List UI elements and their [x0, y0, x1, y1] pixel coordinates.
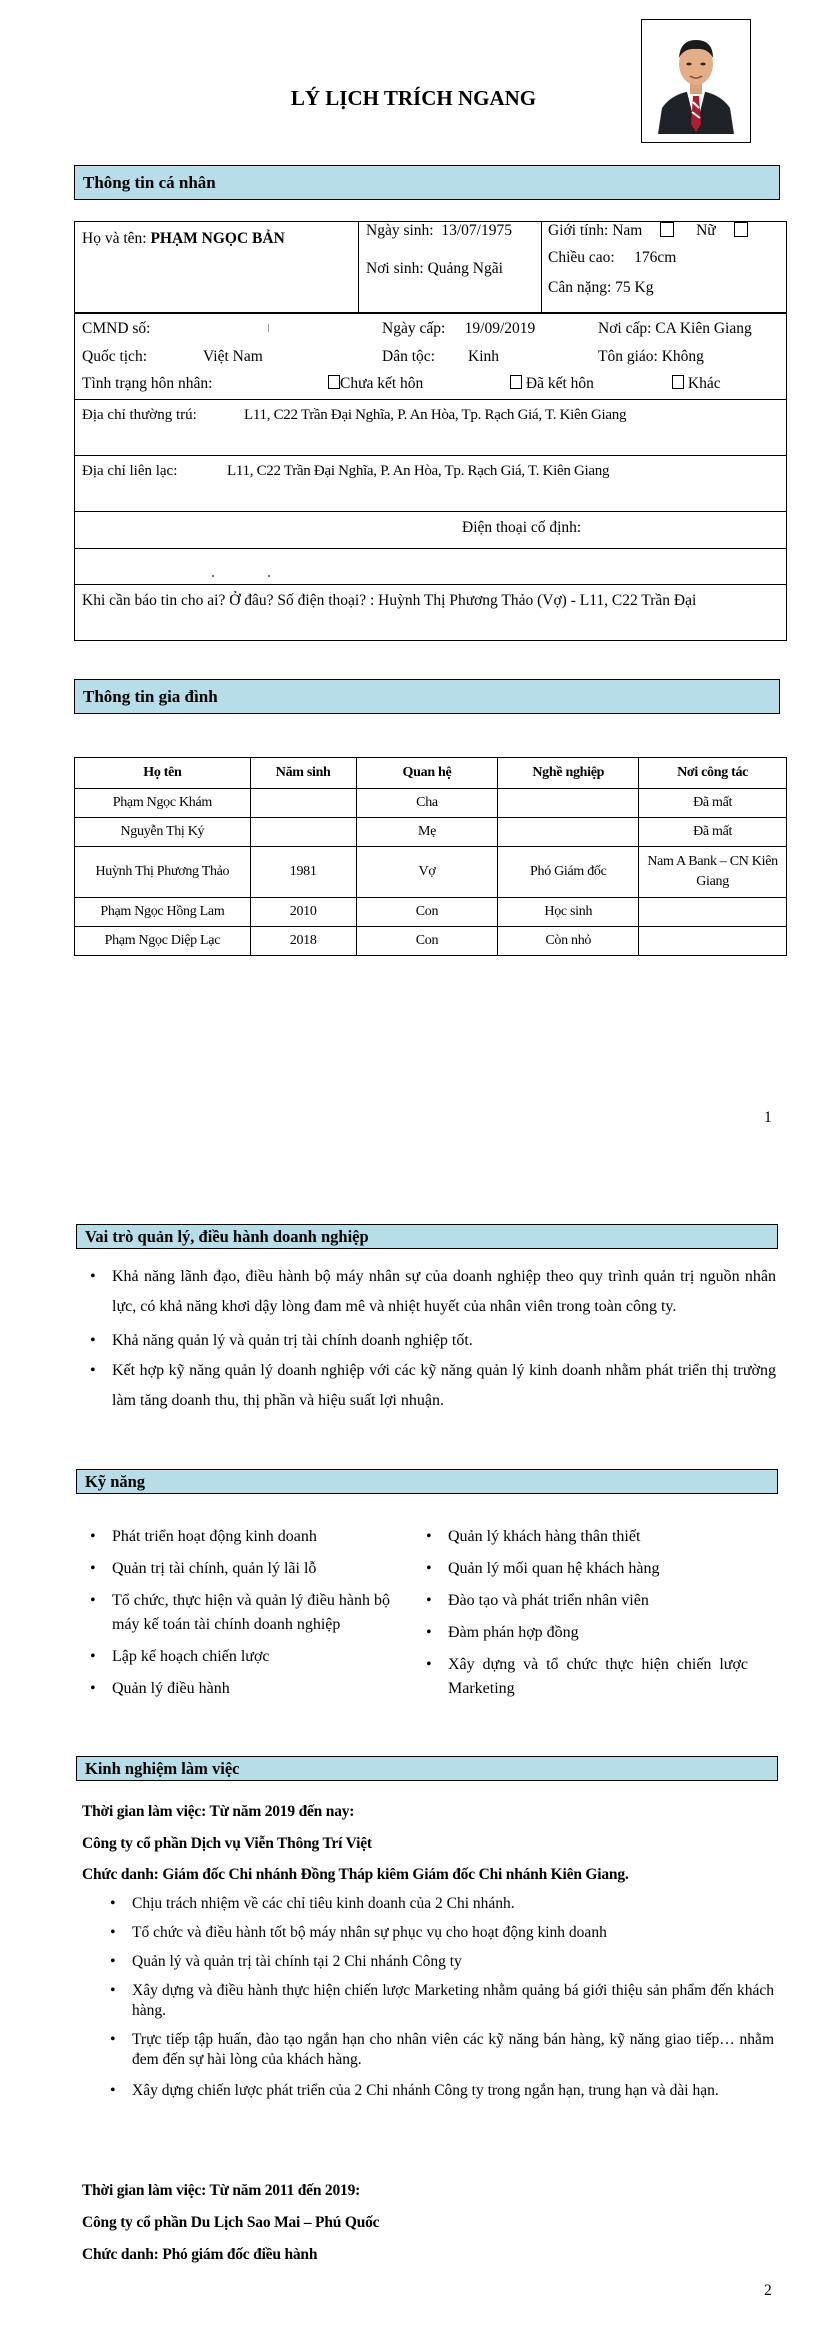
cell: 2010: [250, 898, 356, 927]
cell: Huỳnh Thị Phương Thảo: [75, 847, 251, 898]
contact-address-value: L11, C22 Trần Đại Nghĩa, P. An Hòa, Tp. Rạch Giá, T. Kiên Giang: [227, 463, 610, 479]
issue-place-label: Nơi cấp:: [598, 320, 652, 337]
header-workplace: Nơi công tác: [639, 758, 787, 789]
weight-value: 75 Kg: [615, 279, 654, 296]
list-item: • Xây dựng và điều hành thực hiện chiến lược Marketing nhằm quảng bá giới thiệu sản phẩm đến khách hàng.: [102, 1981, 774, 2021]
id-label: CMND số:: [82, 320, 151, 337]
table-header-row: [75, 758, 787, 789]
dob-value: 13/07/1975: [441, 222, 512, 239]
marital-single-option[interactable]: [328, 375, 423, 393]
pob-value: Quảng Ngãi: [427, 260, 503, 277]
page-title: LÝ LỊCH TRÍCH NGANG: [290, 86, 537, 110]
list-item: • Quản lý khách hàng thân thiết: [418, 1525, 748, 1549]
gender-female-label: Nữ: [696, 222, 716, 239]
management-list: [82, 1262, 776, 1416]
divider: [358, 221, 359, 313]
cell: Cha: [356, 789, 498, 818]
redacted-mark: [268, 324, 269, 332]
table-row: [75, 847, 787, 898]
section-experience: Kinh nghiệm làm việc: [76, 1756, 778, 1781]
profile-photo: [641, 19, 751, 143]
family-table: [74, 757, 787, 956]
gender-label: Giới tính:: [548, 222, 609, 239]
address-label: Địa chỉ thường trú:: [82, 407, 197, 423]
list-item: • Quản trị tài chính, quản lý lãi lỗ: [82, 1557, 390, 1581]
ethnicity-label: Dân tộc:: [382, 348, 435, 365]
marital-single-checkbox[interactable]: [328, 375, 340, 389]
job2-company: Công ty cổ phần Du Lịch Sao Mai – Phú Quốc: [82, 2214, 380, 2231]
cell: Học sinh: [498, 898, 639, 927]
marital-married-label: Đã kết hôn: [525, 375, 594, 392]
job1-duties-list: [102, 1894, 774, 2101]
cell: Đã mất: [639, 818, 787, 847]
cell: Nam A Bank – CN Kiên Giang: [639, 847, 787, 898]
marital-married-checkbox[interactable]: [510, 375, 522, 389]
skills-right-list: [418, 1525, 748, 1701]
list-item: • Khả năng quản lý và quản trị tài chính doanh nghiệp tốt.: [82, 1326, 776, 1356]
list-item: • Xây dựng chiến lược phát triển của 2 Chi nhánh Công ty trong ngắn hạn, trung hạn và dài hạn.: [102, 2081, 774, 2101]
cell: [639, 898, 787, 927]
cell: Phạm Ngọc Diệp Lạc: [75, 927, 251, 956]
job2-position: Chức danh: Phó giám đốc điều hành: [82, 2246, 318, 2263]
full-name-value: PHẠM NGỌC BẢN: [150, 230, 285, 247]
cell: 2018: [250, 927, 356, 956]
contact-address-label: Địa chỉ liên lạc:: [82, 463, 178, 479]
weight-label: Cân nặng:: [548, 279, 612, 296]
cell: Con: [356, 898, 498, 927]
marital-married-option[interactable]: [510, 375, 594, 393]
religion-field: [598, 348, 704, 366]
religion-value: Không: [661, 348, 704, 365]
list-item: • Kết hợp kỹ năng quản lý doanh nghiệp với các kỹ năng quản lý kinh doanh nhằm phát triển thị trường làm tăng doanh thu, thị phần và hiệu suất lợi nhuận.: [82, 1356, 776, 1416]
emergency-contact-text: Khi cần báo tin cho ai? Ở đâu? Số điện thoại? : Huỳnh Thị Phương Thảo (Vợ) - L11, C22 Trần Đại: [82, 592, 697, 609]
header-occupation: Nghề nghiệp: [498, 758, 639, 789]
pob-field: [366, 260, 503, 278]
issue-date-label: Ngày cấp:: [382, 320, 446, 337]
cell: [498, 789, 639, 818]
issue-place-field: [598, 320, 752, 338]
table-row: [75, 927, 787, 956]
cell: Con: [356, 927, 498, 956]
height-field: [548, 249, 676, 267]
gender-field: [548, 222, 748, 240]
cell: [639, 927, 787, 956]
full-name-field: [82, 230, 285, 248]
cell: Phạm Ngọc Hồng Lam: [75, 898, 251, 927]
header-relation: Quan hệ: [356, 758, 498, 789]
issue-place-value: CA Kiên Giang: [655, 320, 752, 337]
marital-label: Tình trạng hôn nhân:: [82, 375, 213, 392]
redacted-mark: [268, 575, 270, 577]
list-item: • Xây dựng và tổ chức thực hiện chiến lược Marketing: [418, 1653, 748, 1701]
list-item: • Quản lý điều hành: [82, 1677, 390, 1701]
gender-female-checkbox[interactable]: [734, 222, 748, 237]
cell: Mẹ: [356, 818, 498, 847]
cell: Vợ: [356, 847, 498, 898]
nationality-label: Quốc tịch:: [82, 348, 147, 365]
gender-male-label: Nam: [612, 222, 643, 239]
list-item: • Tổ chức và điều hành tốt bộ máy nhân sự phục vụ cho hoạt động kinh doanh: [102, 1923, 774, 1943]
cell: Còn nhỏ: [498, 927, 639, 956]
list-item: • Quản lý và quản trị tài chính tại 2 Chi nhánh Công ty: [102, 1952, 774, 1972]
cell: Phạm Ngọc Khám: [75, 789, 251, 818]
full-name-label: Họ và tên:: [82, 230, 147, 247]
list-item: • Chịu trách nhiệm về các chỉ tiêu kinh doanh của 2 Chi nhánh.: [102, 1894, 774, 1914]
list-item: • Tổ chức, thực hiện và quản lý điều hành bộ máy kế toán tài chính doanh nghiệp: [82, 1589, 390, 1637]
page-number: 1: [764, 1109, 772, 1126]
list-item: • Khả năng lãnh đạo, điều hành bộ máy nhân sự của doanh nghiệp theo quy trình quản trị nguồn nhân lực, có khả năng khơi dậy lòng đam mê và nhiệt huyết của nhân viên trong toàn công ty.: [82, 1262, 776, 1322]
list-item: • Trực tiếp tập huấn, đào tạo ngắn hạn cho nhân viên các kỹ năng bán hàng, kỹ năng giao tiếp… nhằm đem đến sự hài lòng của khách hàng.: [102, 2030, 774, 2070]
section-skills: Kỹ năng: [76, 1469, 778, 1494]
skills-left-list: [82, 1525, 390, 1701]
cell: [250, 818, 356, 847]
marital-other-option[interactable]: [672, 375, 721, 393]
page-number: 2: [764, 2282, 772, 2299]
religion-label: Tôn giáo:: [598, 348, 658, 365]
address-value: L11, C22 Trần Đại Nghĩa, P. An Hòa, Tp. Rạch Giá, T. Kiên Giang: [244, 407, 627, 423]
section-management: Vai trò quản lý, điều hành doanh nghiệp: [76, 1224, 778, 1249]
job1-company: Công ty cổ phần Dịch vụ Viễn Thông Trí Việt: [82, 1835, 372, 1852]
section-family-info: Thông tin gia đình: [74, 679, 780, 714]
weight-field: [548, 279, 653, 297]
table-row: [75, 898, 787, 927]
list-item: • Đào tạo và phát triển nhân viên: [418, 1589, 748, 1613]
gender-male-checkbox[interactable]: [660, 222, 674, 237]
list-item: • Quản lý mối quan hệ khách hàng: [418, 1557, 748, 1581]
job1-period: Thời gian làm việc: Từ năm 2019 đến nay:: [82, 1803, 355, 1820]
cell: [250, 789, 356, 818]
pob-label: Nơi sinh:: [366, 260, 424, 277]
dob-field: [366, 222, 512, 240]
section-personal-info: Thông tin cá nhân: [74, 165, 780, 200]
list-item: • Đàm phán hợp đồng: [418, 1621, 748, 1645]
table-row: [75, 818, 787, 847]
height-value: 176cm: [634, 249, 677, 266]
issue-date-value: 19/09/2019: [464, 320, 536, 337]
job2-period: Thời gian làm việc: Từ năm 2011 đến 2019:: [82, 2182, 361, 2199]
height-label: Chiều cao:: [548, 249, 615, 266]
cell: Đã mất: [639, 789, 787, 818]
cell: Phó Giám đốc: [498, 847, 639, 898]
landline-label: Điện thoại cố định:: [462, 519, 582, 536]
marital-other-label: Khác: [687, 375, 721, 392]
list-item: • Lập kế hoạch chiến lược: [82, 1645, 390, 1669]
divider: [541, 221, 542, 313]
issue-date-field: [382, 320, 535, 338]
blank-row: [74, 548, 787, 585]
table-row: [75, 789, 787, 818]
redacted-mark: [212, 575, 214, 577]
dob-label: Ngày sinh:: [366, 222, 434, 239]
marital-other-checkbox[interactable]: [672, 375, 684, 389]
cell: Nguyễn Thị Ký: [75, 818, 251, 847]
job1-position: Chức danh: Giám đốc Chi nhánh Đồng Tháp kiêm Giám đốc Chi nhánh Kiên Giang.: [82, 1866, 629, 1883]
cell: 1981: [250, 847, 356, 898]
header-birth-year: Năm sinh: [250, 758, 356, 789]
list-item: • Phát triển hoạt động kinh doanh: [82, 1525, 390, 1549]
cell: [498, 818, 639, 847]
portrait-image: [650, 28, 742, 134]
header-name: Họ tên: [75, 758, 251, 789]
ethnicity-value: Kinh: [468, 348, 499, 365]
marital-single-label: Chưa kết hôn: [340, 375, 424, 392]
phone-box: [74, 511, 787, 549]
nationality-value: Việt Nam: [203, 348, 263, 365]
